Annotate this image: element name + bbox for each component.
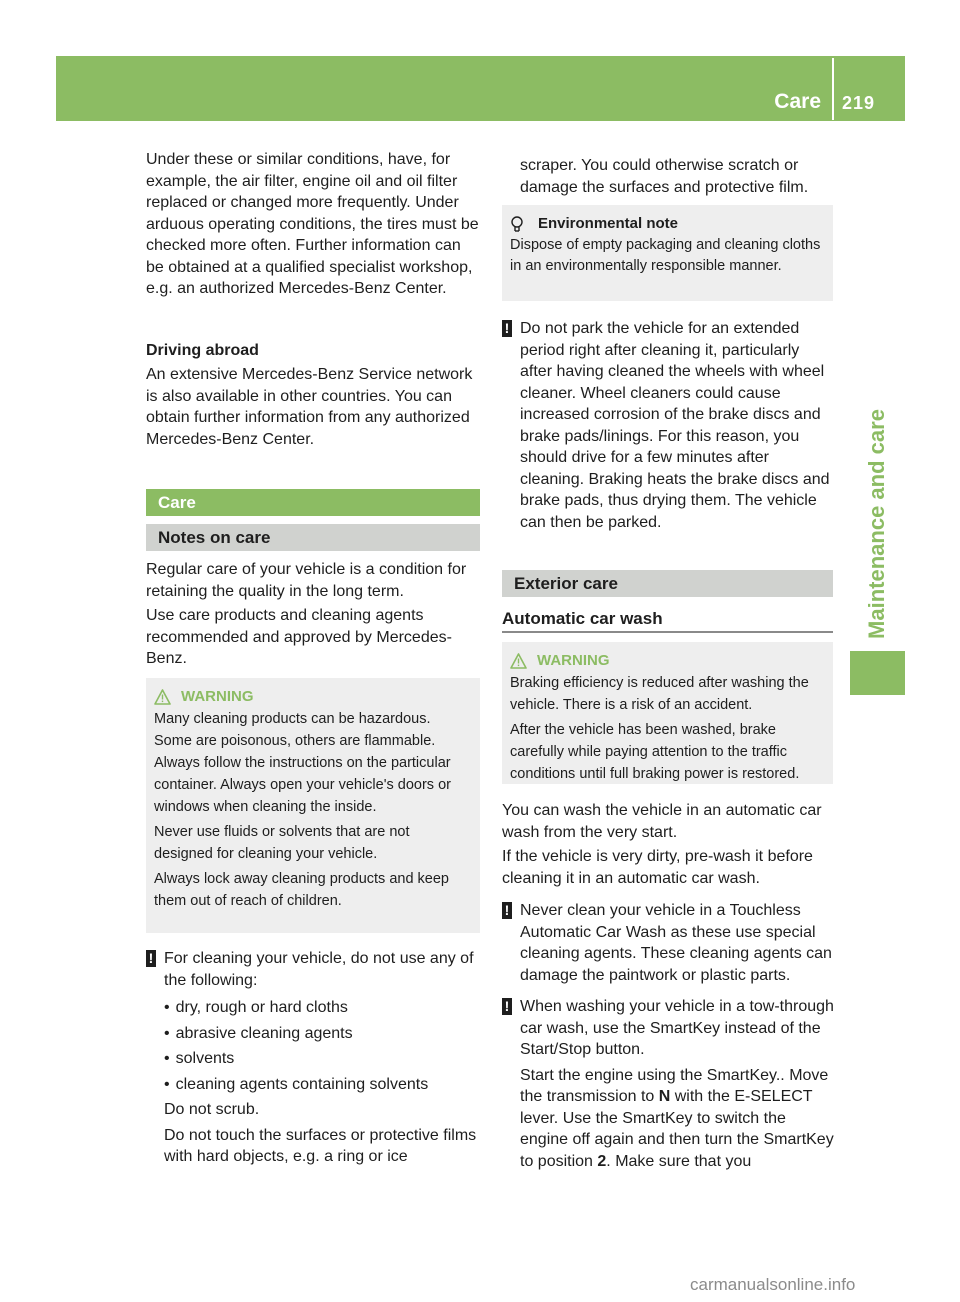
instruction-text: Start the engine using the SmartKey.. Move the transmission to (520, 1066, 829, 1105)
heading-underline (502, 631, 833, 633)
warning-title-text: WARNING (181, 688, 254, 705)
warning-text-2: Never use fluids or solvents that are not designed for cleaning your vehicle. (154, 824, 410, 862)
environmental-note-text: Dispose of empty packaging and cleaning cloths in an environmentally responsible manner. (510, 237, 821, 274)
tow-through-instructions (520, 1065, 834, 1173)
exclamation-icon: ! (502, 320, 512, 337)
list-item: • solvents (164, 1046, 480, 1072)
caution-tow-through (502, 996, 834, 1172)
list-item: • dry, rough or hard cloths (164, 995, 480, 1021)
exclamation-icon: ! (146, 950, 156, 967)
caution-touchless-text: Never clean your vehicle in a Touchless Automatic Car Wash as these use special cleaning agents. These cleaning agents can damage the paintwork or plastic parts. (520, 902, 832, 984)
lightbulb-icon (510, 216, 524, 233)
wash-paragraph-1: You can wash the vehicle in an automatic car wash from the very start. (502, 802, 822, 841)
caution-parking (502, 318, 834, 533)
exclamation-icon: ! (502, 998, 512, 1015)
environmental-note-title-text: Environmental note (538, 215, 679, 232)
caution-cleaning-text: For cleaning your vehicle, do not use any of the following: (164, 950, 474, 989)
driving-abroad-text: An extensive Mercedes-Benz Service network is also available in other countries. You can obtain further information from any authorized Mercedes-Benz Center. (146, 366, 473, 448)
caution-tow-through-text: When washing your vehicle in a tow-through car wash, use the SmartKey instead of the Start/Stop button. (520, 998, 834, 1058)
no-scrub-text: Do not scrub. (164, 1101, 260, 1118)
gear-position-n: N (658, 1088, 671, 1105)
warning-title (510, 650, 825, 672)
intro-paragraph: Under these or similar conditions, have, for example, the air filter, engine oil and oil filter replaced or changed more frequently. Under arduous operating conditions, the tires must be checked more often. Further information can be obtained at a qualified specialist workshop, e.g. an authorized Mercedes-Benz Center. (146, 151, 479, 297)
instruction-text: with the E-SELECT lever. Use the SmartKey to switch the engine off again and then turn the SmartKey to position (520, 1088, 834, 1170)
wash-paragraph-2: If the vehicle is very dirty, pre-wash it before cleaning it in an automatic car wash. (502, 848, 813, 887)
continuation-text: scraper. You could otherwise scratch or damage the surfaces and protective film. (520, 157, 809, 196)
subsection-exterior-care: Exterior care (502, 570, 833, 597)
no-touch-text: Do not touch the surfaces or protective films with hard objects, e.g. a ring or ice (164, 1126, 477, 1165)
side-tab-marker (850, 651, 905, 695)
list-item: • abrasive cleaning agents (164, 1021, 480, 1047)
caution-touchless (502, 900, 834, 986)
subsection-notes-on-care: Notes on care (146, 524, 480, 551)
environmental-note-title (510, 213, 825, 235)
warning-text-1: Braking efficiency is reduced after washing the vehicle. There is a risk of an accident. (510, 675, 809, 713)
key-position-2: 2 (597, 1152, 607, 1170)
environmental-note-box (502, 205, 833, 301)
section-care: Care (146, 489, 480, 516)
instruction-text: . Make sure that you (606, 1152, 752, 1170)
prohibited-items-list (164, 995, 480, 1097)
warning-text-3: Always lock away cleaning products and keep them out of reach of children. (154, 871, 449, 909)
warning-box-braking (502, 642, 833, 784)
chapter-title: Care (774, 90, 821, 113)
list-item: • cleaning agents containing solvents (164, 1072, 480, 1098)
watermark: carmanualsonline.info (690, 1275, 856, 1294)
caution-parking-text: Do not park the vehicle for an extended period right after cleaning it, particularly after having cleaned the wheels with wheel cleaner. Wheel cleaners could cause increased corrosion of the brake discs and brake pads/linings. For this reason, you should drive for a few minutes after cleaning. Braking heats the brake discs and brake pads, thus drying them. The vehicle can then be parked. (520, 320, 830, 531)
notes-paragraph-1: Regular care of your vehicle is a condition for retaining the quality in the long term. (146, 561, 467, 600)
header-divider (832, 58, 834, 120)
page-number: 219 (842, 93, 876, 113)
automatic-car-wash-heading: Automatic car wash (502, 609, 663, 628)
warning-title (154, 686, 472, 708)
warning-triangle-icon (510, 653, 527, 669)
warning-text-1: Many cleaning products can be hazardous. Some are poisonous, others are flammable. Always follow the instructions on the particular container. Always open your vehicle's doors or windows when cleaning the inside. (154, 711, 451, 815)
driving-abroad-heading: Driving abroad (146, 342, 259, 359)
side-tab-label: Maintenance and care (864, 409, 889, 639)
warning-triangle-icon (154, 689, 171, 705)
warning-box-cleaning (146, 678, 480, 933)
warning-text-2: After the vehicle has been washed, brake carefully while paying attention to the traffic conditions until full braking power is restored. (510, 722, 800, 782)
warning-title-text: WARNING (537, 652, 610, 669)
exclamation-icon: ! (502, 902, 512, 919)
notes-paragraph-2: Use care products and cleaning agents recommended and approved by Mercedes-Benz. (146, 607, 452, 667)
caution-cleaning (146, 948, 480, 1168)
